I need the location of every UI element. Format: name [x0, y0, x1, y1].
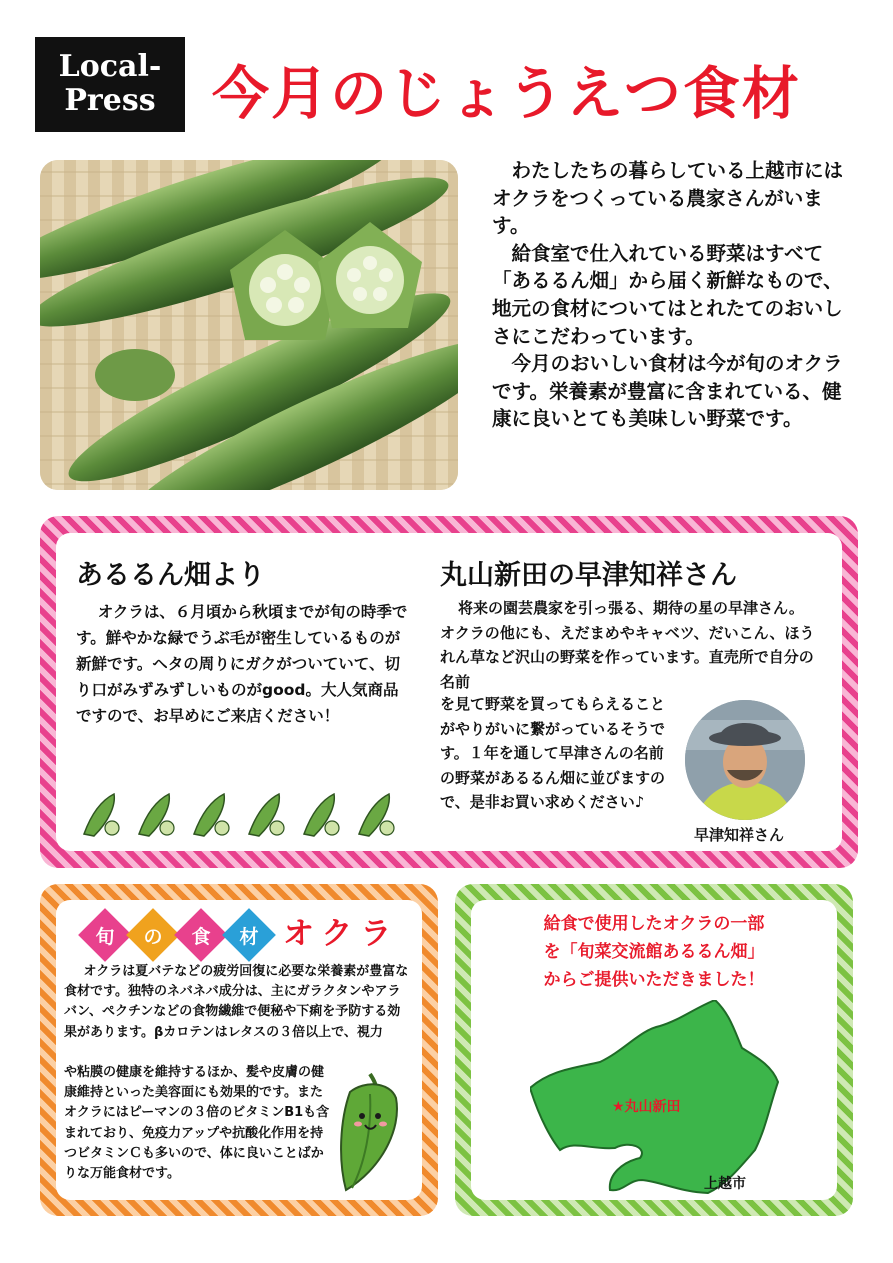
farmer-body-rest: を見て野菜を買ってもらえることがやりがいに繋がっているそうです。１年を通して早津さんの名前の野菜があるるん畑に並びますので、是非お買い求めください♪ [440, 695, 666, 811]
donation-notice-line3: からご提供いただきました！ [543, 970, 765, 990]
okra-icon [139, 794, 174, 836]
okra-photo-illustration [40, 160, 458, 490]
intro-paragraph-2: 給食室で仕入れている野菜はすべて「あるるん畑」から届く新鮮なもので、地元の食材についてはとれたてのおいしさにこだわっています。 [492, 241, 843, 348]
shun-body-narrow: や粘膜の健康を維持するほか、髪や皮膚の健康維持といった美容面にも効果的です。またオクラにはピーマンの３倍のビタミンB1も含まれており、免疫力アップや抗酸化作用を持つビタミンＣも多いので、体に良いことばかりな万能食材です。 [64, 1065, 330, 1182]
badge-zai: 材 [222, 908, 276, 962]
page-title: 今月のじょうえつ食材 [212, 61, 801, 127]
shun-body-wide: オクラは夏バテなどの疲労回復に必要な栄養素が豊富な食材です。独特のネバネバ成分は、主にガラクタンやアラバン、ペクチンなどの食物繊維で便秘や下痢を予防する効果があります。βカロテンはレタスの３倍以上で、視力 [64, 964, 409, 1040]
farmer-caption: 早津知祥さん [694, 826, 785, 844]
okra-icon [249, 794, 284, 836]
farmer-portrait [685, 700, 805, 820]
logo-line1: Local- [58, 49, 162, 84]
okra-photo [40, 160, 458, 490]
okra-character-icon [330, 1070, 410, 1195]
shun-badges [80, 912, 260, 956]
map-city-label: 上越市 [704, 1176, 746, 1192]
arurun-heading: あるるん畑より [76, 560, 265, 591]
okra-icon-row [76, 792, 406, 840]
farmer-body-top: 将来の園芸農家を引っ張る、期待の星の早津さん。オクラの他にも、えだまめやキャベツ、だいこん、ほうれん草など沢山の野菜を作っています。直売所で自分の名前 [440, 599, 815, 691]
badge-shun: 旬 [78, 908, 132, 962]
local-press-logo [35, 37, 185, 132]
okra-icon [194, 794, 229, 836]
okra-icon [304, 794, 339, 836]
badge-no: の [126, 908, 180, 962]
intro-paragraph-1: わたしたちの暮らしている上越市にはオクラをつくっている農家さんがいます。 [492, 159, 844, 238]
badge-shoku: 食 [174, 908, 228, 962]
arurun-body: オクラは、６月頃から秋頃までが旬の時季です。鮮やかな緑でうぶ毛が密生しているものが新鮮です。ヘタの周りにガクがついていて、切り口がみずみずしいものがgood。大人気商品ですので、お早めにご来店ください！ [76, 603, 408, 725]
map-marker-maruyama: ★丸山新田 [612, 1099, 681, 1115]
logo-line2: Press [64, 83, 156, 118]
okra-icons [76, 792, 406, 840]
farmer-heading: 丸山新田の早津知祥さん [440, 560, 737, 591]
okra-icon [359, 794, 394, 836]
intro-paragraph-3: 今月のおいしい食材は今が旬のオクラです。栄養素が豊富に含まれている、健康に良いとても美味しい野菜です。 [492, 352, 843, 431]
intro-text [492, 157, 848, 433]
okra-icon [84, 794, 119, 836]
donation-notice-line1: 給食で使用したオクラの一部 [543, 914, 765, 934]
farmer-portrait-illustration [685, 700, 805, 820]
donation-notice [471, 910, 837, 994]
donation-notice-line2: を「旬菜交流館あるるん畑」 [543, 942, 765, 962]
okra-character-illustration [330, 1070, 410, 1195]
shun-title: オクラ [283, 916, 400, 952]
